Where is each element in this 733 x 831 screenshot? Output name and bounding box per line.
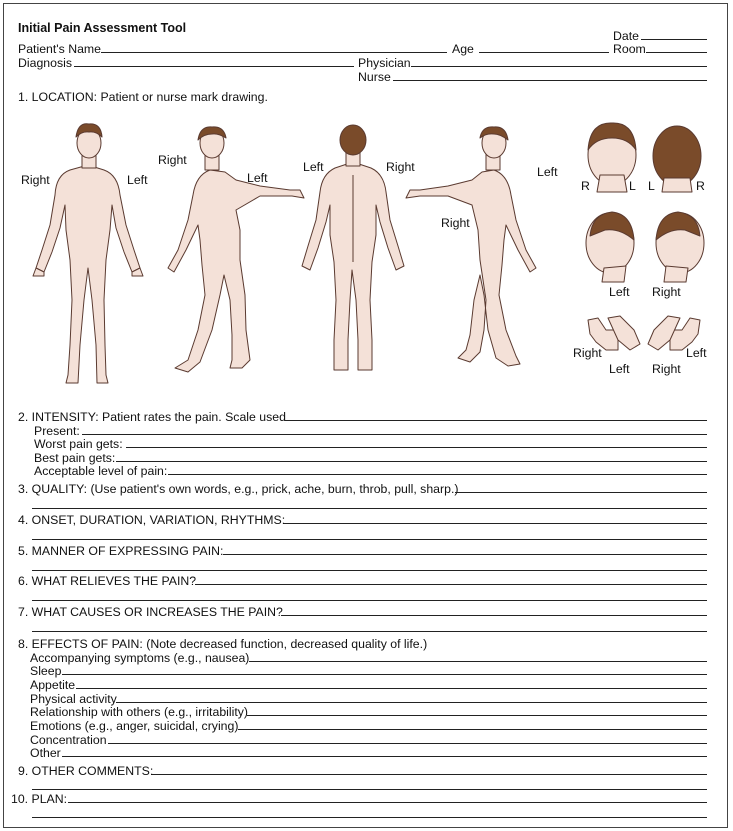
location-heading: 1. LOCATION: Patient or nurse mark drawing.	[18, 90, 268, 104]
head-side-right-figure	[656, 212, 704, 282]
accompanying-label: Accompanying symptoms (e.g., nausea)	[30, 651, 250, 665]
manner-field-2[interactable]	[32, 570, 707, 571]
acceptable-label: Acceptable level of pain:	[34, 464, 168, 478]
best-field[interactable]	[116, 461, 707, 462]
quality-field-2[interactable]	[32, 508, 707, 509]
front-left-label: Left	[127, 173, 148, 187]
causes-field-2[interactable]	[32, 631, 707, 632]
side2-left-label: Left	[537, 165, 558, 179]
front-body-figure	[33, 124, 143, 383]
head-back-r-label: R	[696, 179, 705, 193]
side2-right-label: Right	[441, 216, 470, 230]
causes-field-1[interactable]	[281, 615, 707, 616]
feet-left-inner-label: Left	[609, 362, 630, 376]
date-label: Date	[613, 29, 639, 43]
head-back-l-label: L	[648, 179, 655, 193]
acceptable-field[interactable]	[168, 474, 707, 475]
side1-left-label: Left	[247, 171, 268, 185]
present-label: Present:	[34, 424, 80, 438]
intensity-heading: 2. INTENSITY: Patient rates the pain. Scale used	[18, 410, 286, 424]
relieves-field-2[interactable]	[32, 600, 707, 601]
causes-heading: 7. WHAT CAUSES OR INCREASES THE PAIN?	[18, 605, 283, 619]
other-comments-field-1[interactable]	[152, 774, 707, 775]
other-field[interactable]	[62, 756, 707, 757]
quality-field-1[interactable]	[455, 492, 707, 493]
concentration-label: Concentration	[30, 733, 107, 747]
relationship-field[interactable]	[247, 715, 707, 716]
back-right-label: Right	[386, 160, 415, 174]
worst-label: Worst pain gets:	[34, 437, 123, 451]
emotions-field[interactable]	[238, 729, 707, 730]
room-label: Room	[613, 42, 646, 56]
head-side-left-figure	[586, 212, 634, 282]
relationship-label: Relationship with others (e.g., irritability)	[30, 705, 249, 719]
head-front-l-label: L	[629, 179, 636, 193]
feet-left-outer-label: Left	[686, 346, 707, 360]
feet-right-outer-label: Right	[573, 346, 602, 360]
appetite-field[interactable]	[76, 688, 707, 689]
manner-heading: 5. MANNER OF EXPRESSING PAIN:	[18, 544, 224, 558]
sleep-field[interactable]	[62, 674, 707, 675]
onset-heading: 4. ONSET, DURATION, VARIATION, RHYTHMS:	[18, 513, 286, 527]
physician-label: Physician	[358, 56, 411, 70]
head-front-r-label: R	[581, 179, 590, 193]
physical-label: Physical activity	[30, 692, 117, 706]
feet-figure	[588, 316, 700, 350]
head-side-left-label: Left	[609, 285, 630, 299]
quality-heading: 3. QUALITY: (Use patient's own words, e.g., prick, ache, burn, throb, pull, sharp.)	[18, 482, 459, 496]
front-right-label: Right	[21, 173, 50, 187]
plan-field-1[interactable]	[68, 802, 707, 803]
back-left-label: Left	[303, 160, 324, 174]
body-diagram[interactable]	[0, 0, 733, 400]
feet-right-inner-label: Right	[652, 362, 681, 376]
onset-field-1[interactable]	[284, 523, 707, 524]
age-label: Age	[452, 42, 474, 56]
relieves-heading: 6. WHAT RELIEVES THE PAIN?	[18, 574, 197, 588]
effects-heading: 8. EFFECTS OF PAIN: (Note decreased function, decreased quality of life.)	[18, 637, 428, 651]
physical-field[interactable]	[116, 702, 707, 703]
best-label: Best pain gets:	[34, 451, 116, 465]
patient-name-label: Patient's Name	[18, 42, 101, 56]
appetite-label: Appetite	[30, 678, 76, 692]
sleep-label: Sleep	[30, 664, 62, 678]
relieves-field-1[interactable]	[195, 584, 707, 585]
plan-heading: 10. PLAN:	[11, 792, 68, 806]
side-body-figure-1	[168, 127, 304, 372]
accompanying-field[interactable]	[249, 661, 707, 662]
form-title: Initial Pain Assessment Tool	[18, 21, 187, 35]
onset-field-2[interactable]	[32, 539, 707, 540]
manner-field-1[interactable]	[223, 554, 707, 555]
head-back-figure	[653, 126, 701, 192]
side1-right-label: Right	[158, 153, 187, 167]
other-label: Other	[30, 746, 61, 760]
head-side-right-label: Right	[652, 285, 681, 299]
nurse-label: Nurse	[358, 70, 391, 84]
present-field[interactable]	[82, 434, 707, 435]
other-comments-field-2[interactable]	[32, 789, 707, 790]
scale-used-field[interactable]	[285, 420, 707, 421]
concentration-field[interactable]	[108, 743, 707, 744]
side-body-figure-2	[406, 127, 536, 366]
diagnosis-label: Diagnosis	[18, 56, 72, 70]
worst-field[interactable]	[126, 447, 707, 448]
emotions-label: Emotions (e.g., anger, suicidal, crying)	[30, 719, 239, 733]
plan-field-2[interactable]	[32, 817, 707, 818]
other-comments-heading: 9. OTHER COMMENTS:	[18, 764, 154, 778]
